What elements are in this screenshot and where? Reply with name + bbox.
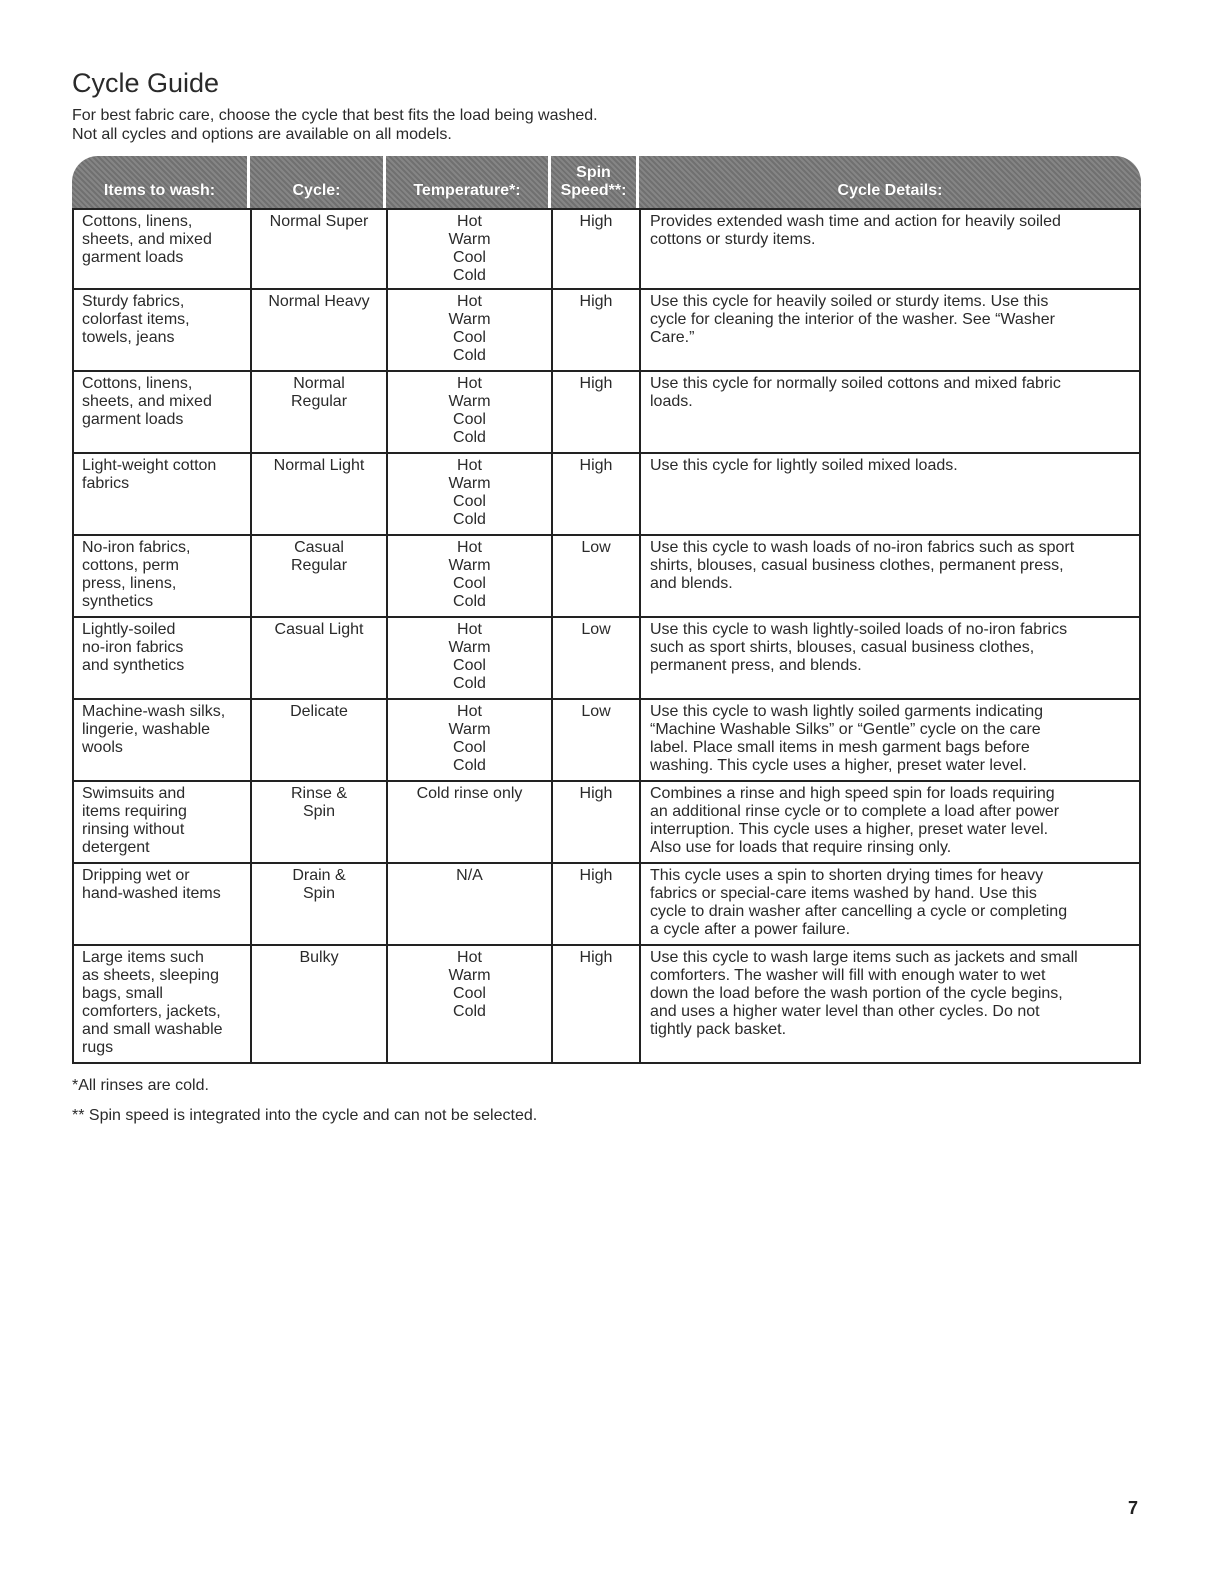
cell-items: Lightly-soiled no-iron fabrics and synthetics bbox=[72, 618, 250, 700]
table-row bbox=[72, 782, 1141, 864]
cell-cycle-details: Use this cycle to wash loads of no-iron fabrics such as sport shirts, blouses, casual business clothes, permanent press, and blends. bbox=[639, 536, 1141, 618]
cell-cycle-details: This cycle uses a spin to shorten drying times for heavy fabrics or special-care items washed by hand. Use this cycle to drain washer after cancelling a cycle or completing a cycle after a power failure. bbox=[639, 864, 1141, 946]
cell-temperature: Hot Warm Cool Cold bbox=[386, 290, 551, 372]
cell-items: Large items such as sheets, sleeping bags, small comforters, jackets, and small washable rugs bbox=[72, 946, 250, 1064]
cell-cycle: Casual Regular bbox=[250, 536, 386, 618]
intro-text bbox=[72, 106, 598, 144]
cell-cycle-details: Use this cycle for heavily soiled or sturdy items. Use this cycle for cleaning the interior of the washer. See “Washer Care.” bbox=[639, 290, 1141, 372]
cell-cycle-details: Use this cycle for normally soiled cottons and mixed fabric loads. bbox=[639, 372, 1141, 454]
table-row bbox=[72, 454, 1141, 536]
cell-temperature: Cold rinse only bbox=[386, 782, 551, 864]
cell-items: No-iron fabrics, cottons, perm press, linens, synthetics bbox=[72, 536, 250, 618]
cell-cycle: Rinse & Spin bbox=[250, 782, 386, 864]
intro-line: Not all cycles and options are available on all models. bbox=[72, 126, 452, 143]
table-header-row bbox=[72, 156, 1141, 208]
cell-spin-speed: High bbox=[551, 864, 639, 946]
cell-cycle-details: Use this cycle to wash lightly soiled garments indicating “Machine Washable Silks” or “Gentle” cycle on the care label. Place small items in mesh garment bags before washing. This cycle uses a higher, preset water level. bbox=[639, 700, 1141, 782]
cell-cycle: Normal Super bbox=[250, 208, 386, 290]
table-row bbox=[72, 864, 1141, 946]
cell-items: Swimsuits and items requiring rinsing without detergent bbox=[72, 782, 250, 864]
cell-spin-speed: High bbox=[551, 372, 639, 454]
cell-items: Sturdy fabrics, colorfast items, towels, jeans bbox=[72, 290, 250, 372]
header-cycle: Cycle: bbox=[250, 156, 386, 208]
intro-line: For best fabric care, choose the cycle that best fits the load being washed. bbox=[72, 107, 598, 124]
cell-cycle-details: Use this cycle for lightly soiled mixed loads. bbox=[639, 454, 1141, 536]
cycle-guide-table bbox=[72, 156, 1141, 1064]
cell-temperature: Hot Warm Cool Cold bbox=[386, 618, 551, 700]
cell-temperature: N/A bbox=[386, 864, 551, 946]
table-row bbox=[72, 946, 1141, 1064]
cell-temperature: Hot Warm Cool Cold bbox=[386, 454, 551, 536]
cell-spin-speed: Low bbox=[551, 618, 639, 700]
page-number: 7 bbox=[1128, 1498, 1139, 1518]
table-row bbox=[72, 618, 1141, 700]
cell-cycle: Casual Light bbox=[250, 618, 386, 700]
cell-temperature: Hot Warm Cool Cold bbox=[386, 946, 551, 1064]
cell-cycle: Normal Regular bbox=[250, 372, 386, 454]
cell-cycle: Delicate bbox=[250, 700, 386, 782]
cell-spin-speed: High bbox=[551, 290, 639, 372]
cell-spin-speed: High bbox=[551, 208, 639, 290]
cell-items: Cottons, linens, sheets, and mixed garment loads bbox=[72, 208, 250, 290]
page-title: Cycle Guide bbox=[72, 68, 220, 98]
cell-spin-speed: Low bbox=[551, 536, 639, 618]
cell-spin-speed: Low bbox=[551, 700, 639, 782]
table-row bbox=[72, 700, 1141, 782]
cell-cycle-details: Use this cycle to wash large items such as jackets and small comforters. The washer will fill with enough water to wet down the load before the wash portion of the cycle begins, and uses a higher water level than other cycles. Do not tightly pack basket. bbox=[639, 946, 1141, 1064]
cell-cycle: Normal Light bbox=[250, 454, 386, 536]
header-cycle-details: Cycle Details: bbox=[639, 156, 1141, 208]
table-row bbox=[72, 536, 1141, 618]
footnote-spin-speed: ** Spin speed is integrated into the cycle and can not be selected. bbox=[72, 1107, 538, 1124]
cell-items: Machine-wash silks, lingerie, washable wools bbox=[72, 700, 250, 782]
cell-temperature: Hot Warm Cool Cold bbox=[386, 208, 551, 290]
cell-temperature: Hot Warm Cool Cold bbox=[386, 700, 551, 782]
footnote-rinse: *All rinses are cold. bbox=[72, 1077, 209, 1094]
cell-cycle-details: Use this cycle to wash lightly-soiled loads of no-iron fabrics such as sport shirts, blouses, casual business clothes, permanent press, and blends. bbox=[639, 618, 1141, 700]
cell-cycle: Drain & Spin bbox=[250, 864, 386, 946]
cell-cycle-details: Combines a rinse and high speed spin for loads requiring an additional rinse cycle or to complete a load after power interruption. This cycle uses a higher, preset water level. Also use for loads that require rinsing only. bbox=[639, 782, 1141, 864]
cell-temperature: Hot Warm Cool Cold bbox=[386, 536, 551, 618]
header-spin-speed: Spin Speed**: bbox=[551, 156, 639, 208]
cell-items: Cottons, linens, sheets, and mixed garment loads bbox=[72, 372, 250, 454]
header-items: Items to wash: bbox=[72, 156, 250, 208]
cell-cycle-details: Provides extended wash time and action for heavily soiled cottons or sturdy items. bbox=[639, 208, 1141, 290]
table-row bbox=[72, 290, 1141, 372]
cell-spin-speed: High bbox=[551, 946, 639, 1064]
table-row bbox=[72, 372, 1141, 454]
footnotes bbox=[72, 1076, 537, 1125]
cell-items: Dripping wet or hand-washed items bbox=[72, 864, 250, 946]
table-row bbox=[72, 208, 1141, 290]
cell-temperature: Hot Warm Cool Cold bbox=[386, 372, 551, 454]
cell-spin-speed: High bbox=[551, 782, 639, 864]
cell-cycle: Normal Heavy bbox=[250, 290, 386, 372]
cell-spin-speed: High bbox=[551, 454, 639, 536]
header-temperature: Temperature*: bbox=[386, 156, 551, 208]
cell-items: Light-weight cotton fabrics bbox=[72, 454, 250, 536]
cell-cycle: Bulky bbox=[250, 946, 386, 1064]
